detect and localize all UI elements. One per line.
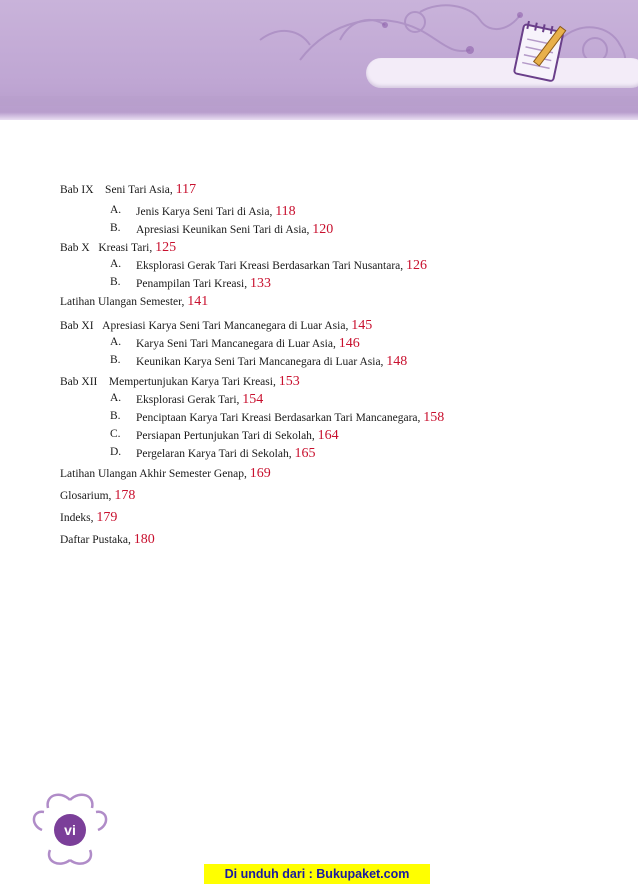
entry-title: Indeks, [60,512,94,524]
chapter-label: Bab XI [60,320,94,332]
item-letter: A. [110,336,122,348]
item-title: Keunikan Karya Seni Tari Mancanegara di Luar Asia, [136,356,384,368]
item-title: Jenis Karya Seni Tari di Asia, [136,206,273,218]
toc-plain-row [60,466,271,482]
item-title: Apresiasi Keunikan Seni Tari di Asia, [136,224,310,236]
page-number: 141 [187,294,209,309]
item-letter: D. [110,446,122,458]
chapter-label: Bab IX [60,184,94,196]
chapter-label: Bab X [60,242,90,254]
page-number: 165 [294,446,316,461]
entry-title: Glosarium, [60,490,112,502]
page-number: 120 [312,222,334,237]
page-number: 169 [249,466,271,481]
entry-title: Latihan Ulangan Semester, [60,296,185,308]
chapter-title: Kreasi Tari, [98,242,153,254]
page-number: 148 [386,354,408,369]
page-number: 153 [278,374,300,389]
page-number: 117 [175,182,197,197]
page-number-label: vi [64,822,76,838]
toc-plain-row [60,488,135,504]
notepad-pencil-icon [505,14,575,89]
page-header [0,0,638,118]
item-letter: B. [110,410,121,422]
header-shadow [0,112,638,120]
page-number: 146 [338,336,360,351]
download-banner[interactable]: Di unduh dari : Bukupaket.com [204,864,430,884]
toc-plain-row [60,532,155,548]
item-letter: B. [110,354,121,366]
item-letter: C. [110,428,121,440]
page-number: 158 [423,410,445,425]
item-title: Penciptaan Karya Tari Kreasi Berdasarkan Tari Mancanegara, [136,412,421,424]
toc-plain-row [60,294,208,310]
page-number-ornament [30,790,110,870]
item-title: Eksplorasi Gerak Tari Kreasi Berdasarkan Tari Nusantara, [136,260,404,272]
item-letter: A. [110,392,122,404]
item-letter: A. [110,258,122,270]
page-number: 145 [351,318,373,333]
item-title: Penampilan Tari Kreasi, [136,278,248,290]
item-title: Pergelaran Karya Tari di Sekolah, [136,448,292,460]
page-number: 154 [242,392,264,407]
item-title: Eksplorasi Gerak Tari, [136,394,240,406]
item-title: Karya Seni Tari Mancanegara di Luar Asia, [136,338,336,350]
toc-chapter-row [60,240,176,256]
toc-plain-row [60,510,117,526]
page-number: 178 [114,488,136,503]
chapter-title: Mempertunjukan Karya Tari Kreasi, [108,376,276,388]
item-letter: A. [110,204,122,216]
page-number: 133 [249,276,271,291]
item-letter: B. [110,276,121,288]
chapter-title: Apresiasi Karya Seni Tari Mancanegara di Luar Asia, [102,320,349,332]
page-number: 180 [133,532,155,547]
toc-chapter-row [60,318,372,334]
toc-chapter-row [60,182,196,198]
page-number: 164 [317,428,339,443]
toc-chapter-row [60,374,300,390]
entry-title: Latihan Ulangan Akhir Semester Genap, [60,468,247,480]
page-number: 126 [406,258,428,273]
entry-title: Daftar Pustaka, [60,534,131,546]
page-number: 125 [155,240,177,255]
item-letter: B. [110,222,121,234]
page-number: 179 [96,510,118,525]
chapter-label: Bab XII [60,376,98,388]
chapter-title: Seni Tari Asia, [105,184,173,196]
header-tab-pill [366,58,638,88]
item-title: Persiapan Pertunjukan Tari di Sekolah, [136,430,315,442]
page-number: 118 [275,204,296,219]
